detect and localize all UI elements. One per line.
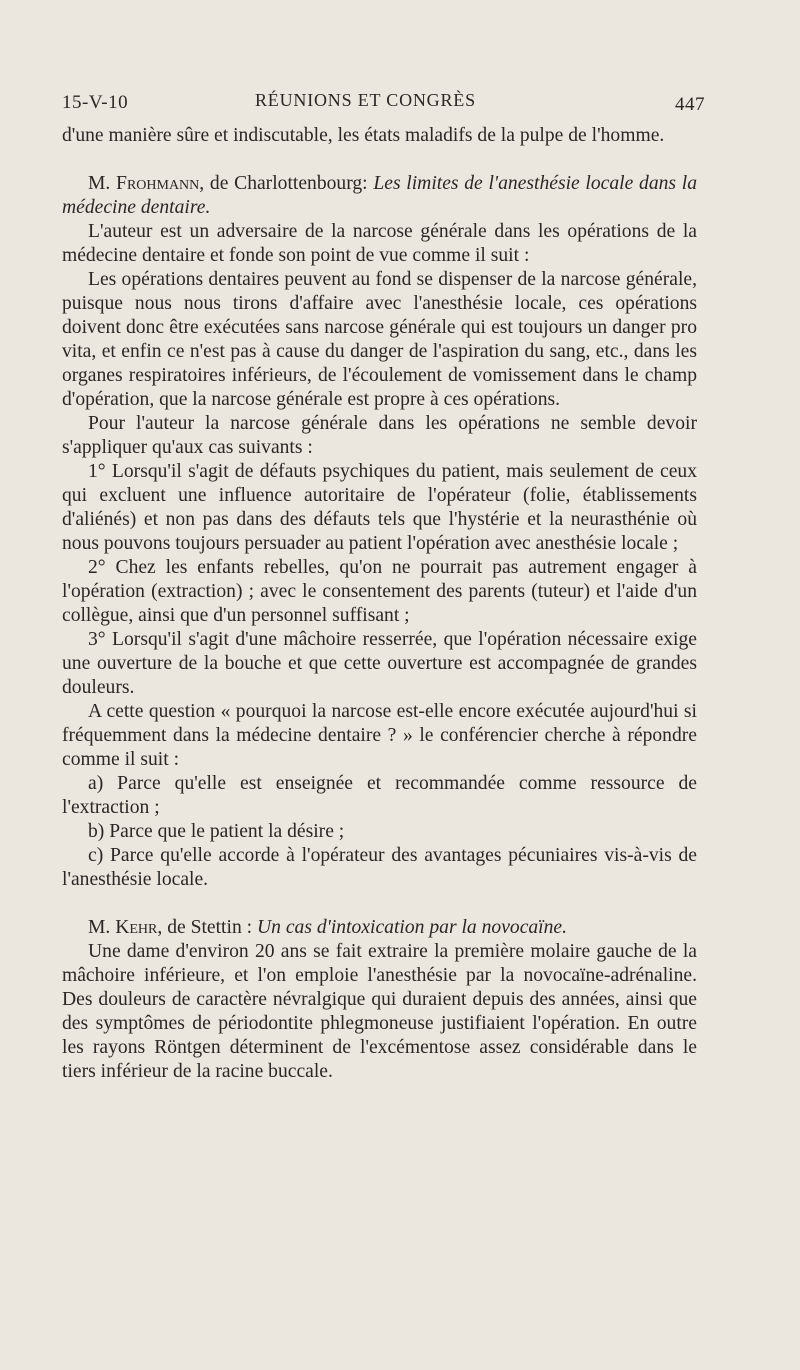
list-item: b) Parce que le patient la désire ; xyxy=(88,821,345,842)
paragraph-gap xyxy=(62,148,697,172)
header-section-title: RÉUNIONS ET CONGRÈS xyxy=(255,90,476,110)
list-item: 2° Chez les enfants rebelles, qu'on ne pourrait pas autrement engager à l'opération (extraction) ; avec le consentement des parents (tuteur) et l'aide d'un collègue, ainsi que d'un personnel suffisant ; xyxy=(62,557,697,626)
list-item: 1° Lorsqu'il s'agit de défauts psychiques du patient, mais seulement de ceux qui excluent une influence autoritaire de l'opérateur (folie, établissements d'aliénés) et non pas dans des défauts tels que l'hystérie et la neurasthénie où nous pouvons toujours persuader au patient l'opération avec anesthésie locale ; xyxy=(62,461,697,554)
list-item: a) Parce qu'elle est enseignée et recommandée comme ressource de l'extraction ; xyxy=(62,773,697,818)
body-text xyxy=(62,124,697,1084)
paragraph: A cette question « pourquoi la narcose est-elle encore exécutée aujourd'hui si fréquemment dans la médecine dentaire ? » le conférencier cherche à répondre comme il suit : xyxy=(62,701,697,770)
section-heading-kehr xyxy=(62,916,697,940)
running-header xyxy=(62,86,705,120)
paragraph-gap xyxy=(62,892,697,916)
paragraph: Les opérations dentaires peuvent au fond se dispenser de la narcose générale, puisque nous nous tirons d'affaire avec l'anesthésie locale, ces opérations doivent donc être exécutées sans narcose générale qui est toujours un danger pro vita, et enfin ce n'est pas à cause du danger de l'aspiration du sang, etc., dans les organes respiratoires inférieurs, de l'écoulement de vomissement dans le champ d'opération, que la narcose générale est propre à ces opérations. xyxy=(62,269,697,410)
paragraph: Pour l'auteur la narcose générale dans les opérations ne semble devoir s'appliquer qu'aux cas suivants : xyxy=(62,413,697,458)
author-name: Frohmann xyxy=(116,173,200,194)
paragraph: Une dame d'environ 20 ans se fait extraire la première molaire gauche de la mâchoire inférieure, et l'on emploie l'anesthésie par la novocaïne-adrénaline. Des douleurs de caractère névralgique qui duraient depuis des années, ainsi que des symptômes de périodontite phlegmoneuse justifiaient l'opération. En outre les rayons Röntgen déterminent de l'excémentose assez considérable dans le tiers inférieur de la racine buccale. xyxy=(62,941,697,1082)
author-name: Kehr xyxy=(115,917,158,938)
author-place: , de Charlottenbourg: xyxy=(199,173,374,194)
list-item: c) Parce qu'elle accorde à l'opérateur des avantages pécuniaires vis-à-vis de l'anesthésie locale. xyxy=(62,845,697,890)
paper-title: Les limites de l'anesthésie locale dans la médecine dentaire. xyxy=(62,173,697,218)
heading-prefix: M. xyxy=(88,917,116,938)
paragraph: d'une manière sûre et indiscutable, les états maladifs de la pulpe de l'homme. xyxy=(62,125,665,146)
paper-title: Un cas d'intoxication par la novocaïne. xyxy=(257,917,568,938)
heading-prefix: M. xyxy=(88,173,117,194)
page-number: 447 xyxy=(675,94,705,115)
section-heading-frohmann xyxy=(62,172,697,220)
header-date: 15-V-10 xyxy=(62,92,129,113)
paragraph: L'auteur est un adversaire de la narcose générale dans les opérations de la médecine dentaire et fonde son point de vue comme il suit : xyxy=(62,221,697,266)
author-place: , de Stettin : xyxy=(157,917,257,938)
list-item: 3° Lorsqu'il s'agit d'une mâchoire resserrée, que l'opération nécessaire exige une ouverture de la bouche et que cette ouverture est accompagnée de grandes douleurs. xyxy=(62,629,697,698)
